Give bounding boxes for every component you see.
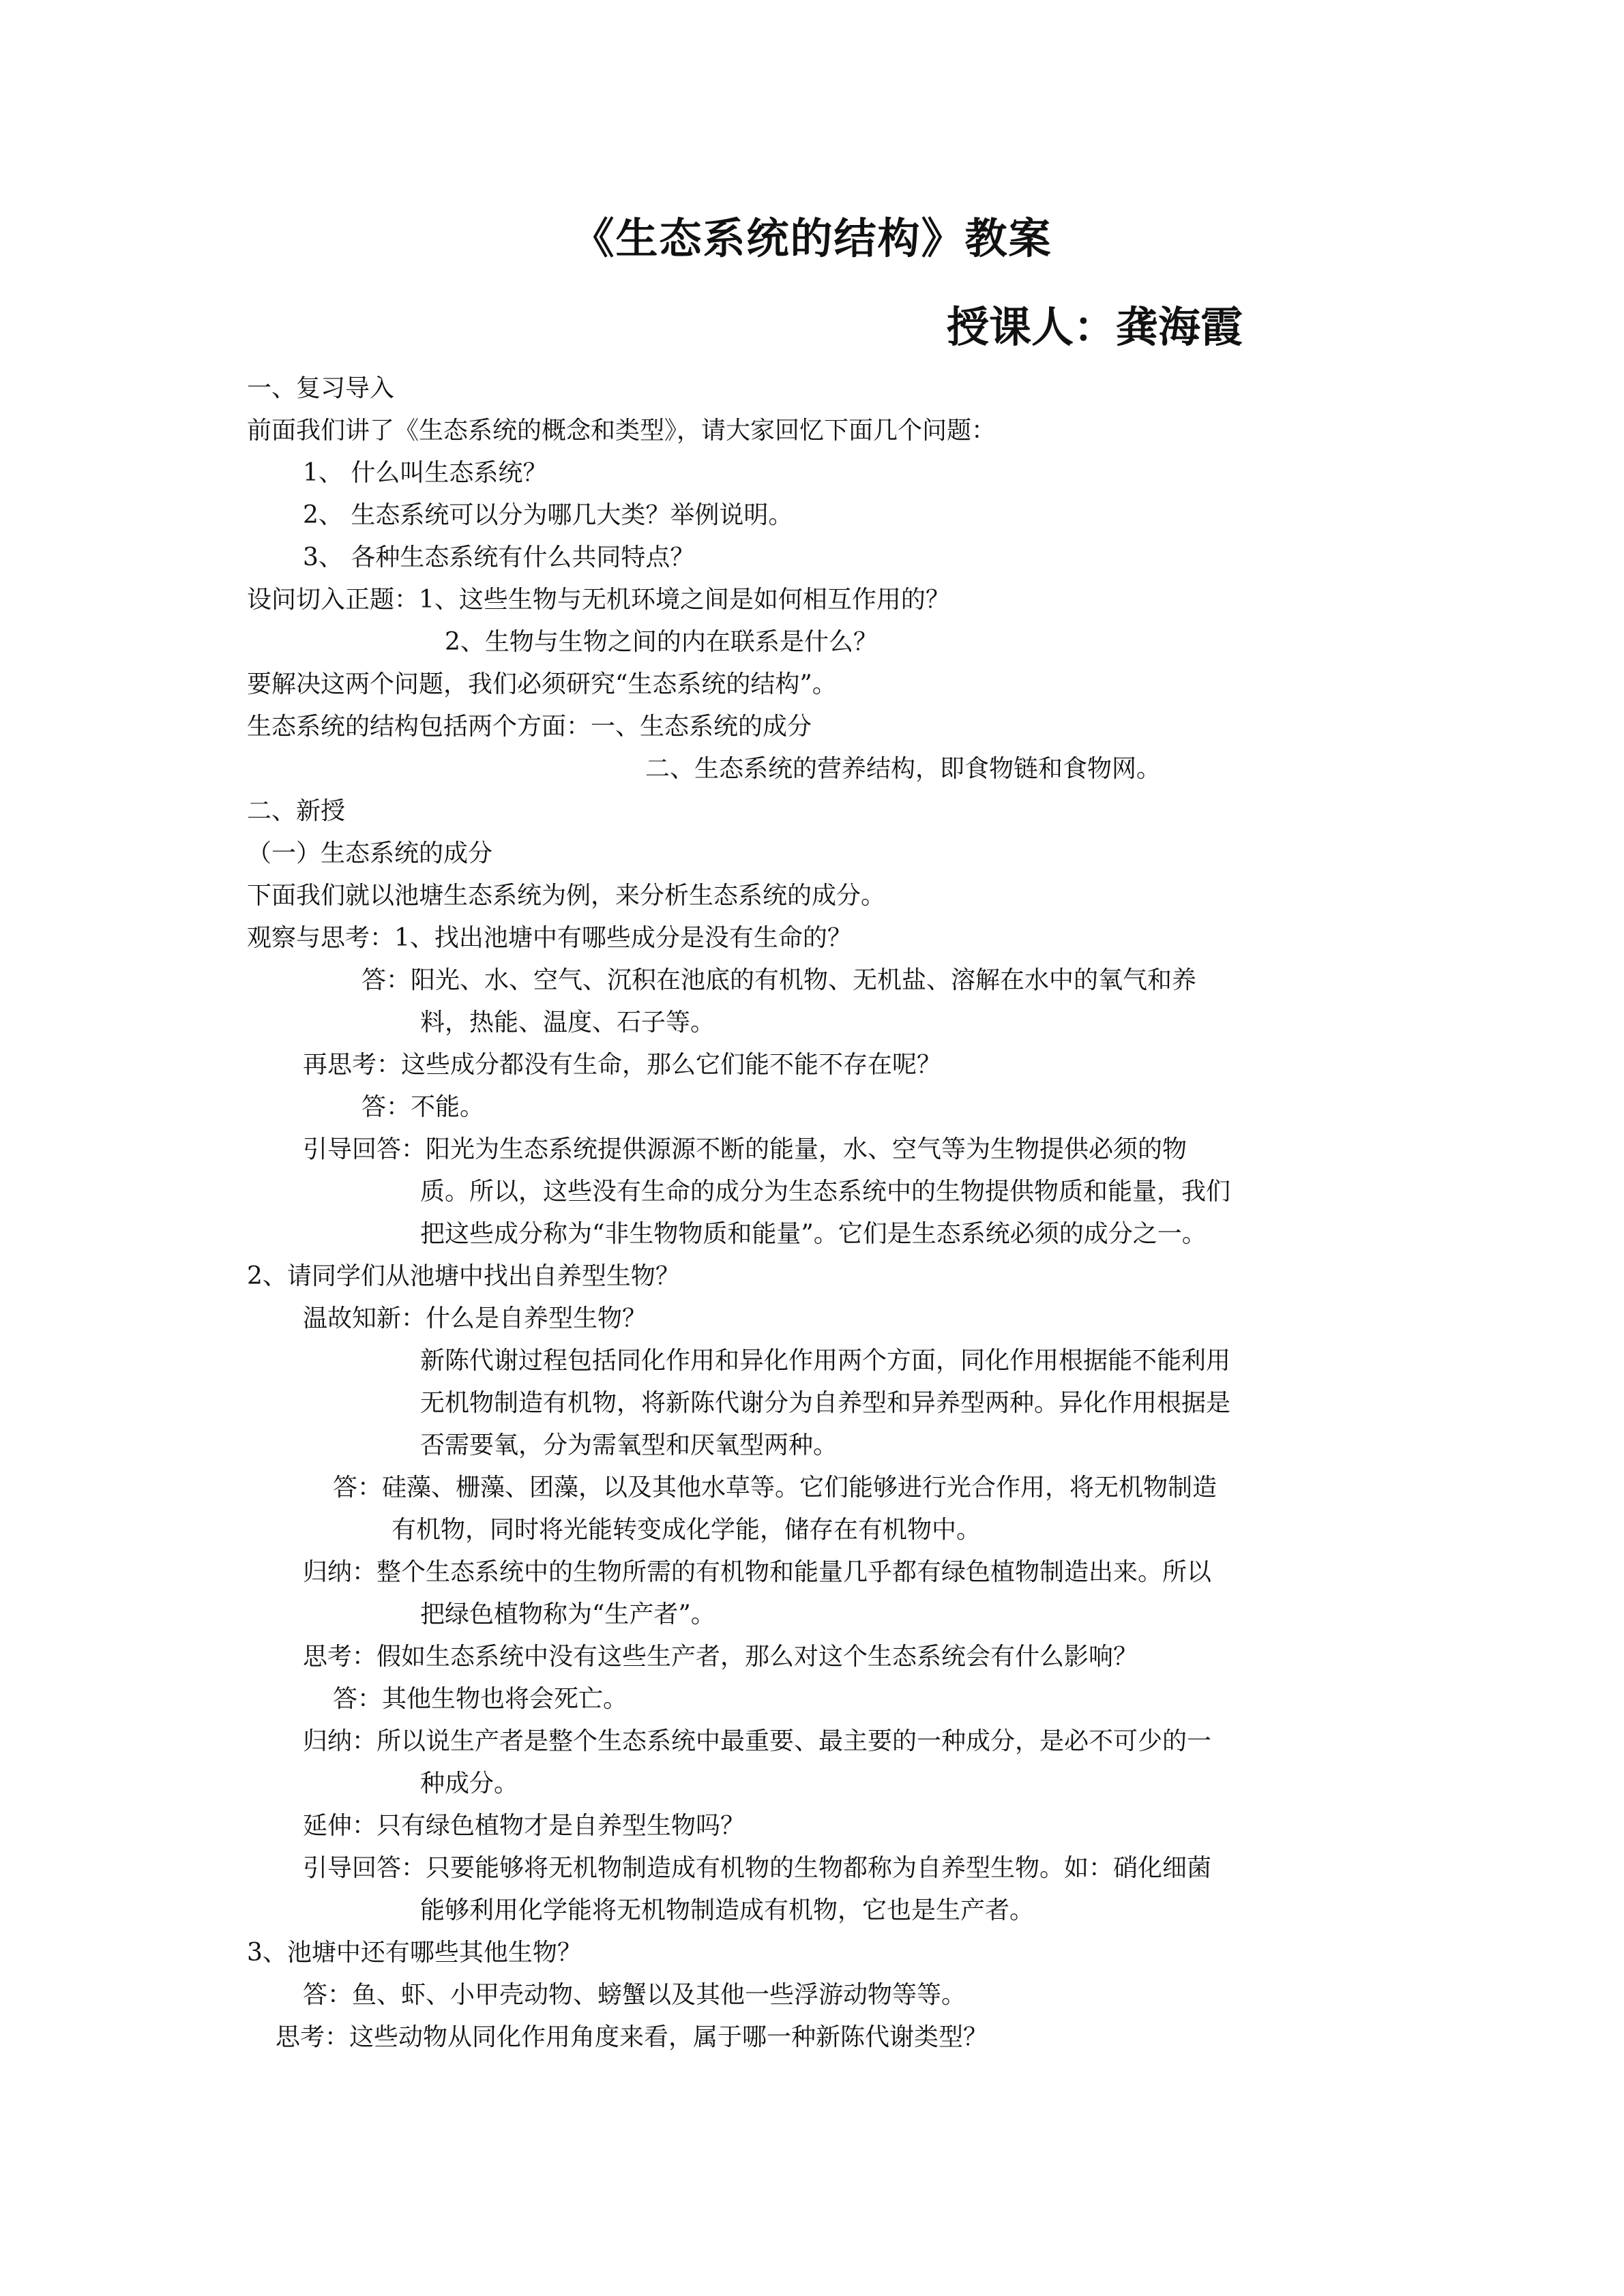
paragraph-line: 再思考：这些成分都没有生命，那么它们能不能不存在呢？	[303, 1051, 942, 1079]
paragraph-line: 有机物，同时将光能转变成化学能，储存在有机物中。	[392, 1516, 981, 1544]
paragraph-line: 生态系统的结构包括两个方面：一、生态系统的成分	[247, 713, 812, 741]
section-heading: 一、复习导入	[247, 374, 395, 402]
paragraph-line: 无机物制造有机物，将新陈代谢分为自养型和异养型两种。异化作用根据是	[420, 1389, 1231, 1417]
paragraph-line: 观察与思考：1、找出池塘中有哪些成分是没有生命的？	[247, 924, 852, 952]
author-line: 授课人：龚海霞	[947, 302, 1243, 352]
paragraph-line: 归纳：所以说生产者是整个生态系统中最重要、最主要的一种成分，是必不可少的一	[303, 1727, 1212, 1755]
paragraph-line: 把绿色植物称为“生产者”。	[420, 1600, 715, 1628]
list-item: 2、 生态系统可以分为哪几大类？举例说明。	[303, 501, 793, 529]
paragraph-line: 新陈代谢过程包括同化作用和异化作用两个方面，同化作用根据能不能利用	[420, 1347, 1231, 1375]
subsection-heading: （一）生态系统的成分	[247, 839, 493, 867]
paragraph-line: 引导回答：阳光为生态系统提供源源不断的能量，水、空气等为生物提供必须的物	[303, 1135, 1187, 1163]
paragraph-line: 下面我们就以池塘生态系统为例，来分析生态系统的成分。	[247, 882, 886, 910]
paragraph-line: 归纳：整个生态系统中的生物所需的有机物和能量几乎都有绿色植物制造出来。所以	[303, 1558, 1212, 1586]
paragraph-line: 要解决这两个问题，我们必须研究“生态系统的结构”。	[247, 670, 837, 698]
paragraph-line: 答：其他生物也将会死亡。	[333, 1685, 628, 1713]
paragraph-line: 答：不能。	[361, 1093, 485, 1121]
paragraph-line: 温故知新：什么是自养型生物？	[303, 1304, 647, 1332]
paragraph-line: 种成分。	[420, 1770, 519, 1798]
paragraph-line: 2、生物与生物之间的内在联系是什么？	[445, 628, 878, 656]
paragraph-line: 答：硅藻、栅藻、团藻，以及其他水草等。它们能够进行光合作用，将无机物制造	[333, 1474, 1217, 1502]
paragraph-line: 能够利用化学能将无机物制造成有机物，它也是生产者。	[420, 1896, 1035, 1924]
paragraph-line: 前面我们讲了《生态系统的概念和类型》，请大家回忆下面几个问题：	[247, 417, 996, 445]
list-item: 3、 各种生态系统有什么共同特点？	[303, 543, 695, 571]
paragraph-line: 料，热能、温度、石子等。	[420, 1009, 715, 1037]
paragraph-line: 质。所以，这些没有生命的成分为生态系统中的生物提供物质和能量，我们	[420, 1178, 1231, 1206]
paragraph-line: 设问切入正题：1、这些生物与无机环境之间是如何相互作用的？	[247, 586, 950, 614]
section-heading: 二、新授	[247, 797, 346, 825]
document-title: 《生态系统的结构》教案	[572, 213, 1052, 263]
paragraph-line: 否需要氧，分为需氧型和厌氧型两种。	[420, 1431, 838, 1459]
paragraph-line: 引导回答：只要能够将无机物制造成有机物的生物都称为自养型生物。如：硝化细菌	[303, 1854, 1212, 1882]
paragraph-line: 二、生态系统的营养结构，即食物链和食物网。	[645, 755, 1162, 783]
paragraph-line: 延伸：只有绿色植物才是自养型生物吗？	[303, 1812, 745, 1840]
paragraph-line: 2、请同学们从池塘中找出自养型生物？	[247, 1262, 680, 1290]
paragraph-line: 答：阳光、水、空气、沉积在池底的有机物、无机盐、溶解在水中的氧气和养	[361, 966, 1197, 994]
list-item: 1、 什么叫生态系统？	[303, 459, 548, 487]
paragraph-line: 思考：这些动物从同化作用角度来看，属于哪一种新陈代谢类型？	[276, 2023, 988, 2051]
paragraph-line: 思考：假如生态系统中没有这些生产者，那么对这个生态系统会有什么影响？	[303, 1643, 1138, 1671]
paragraph-line: 把这些成分称为“非生物物质和能量”。它们是生态系统必须的成分之一。	[420, 1220, 1207, 1248]
paragraph-line: 答：鱼、虾、小甲壳动物、螃蟹以及其他一些浮游动物等等。	[303, 1981, 966, 2009]
paragraph-line: 3、池塘中还有哪些其他生物？	[247, 1939, 582, 1967]
